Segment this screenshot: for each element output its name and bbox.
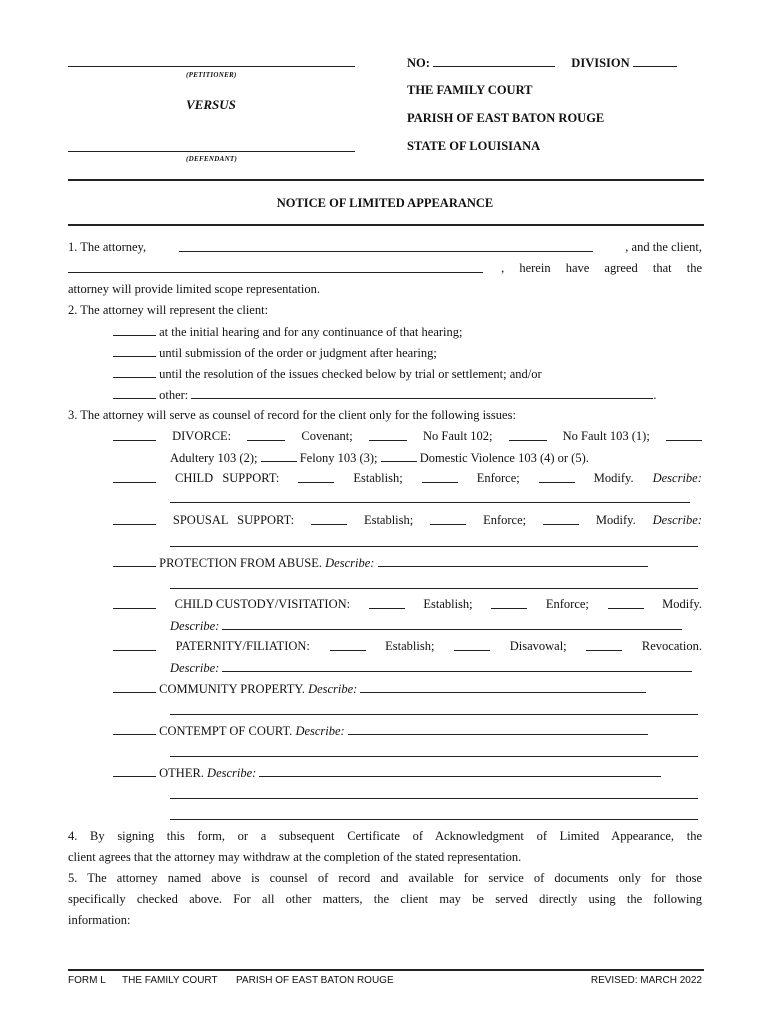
ss-modify-checkbox[interactable] <box>543 513 579 525</box>
pf-revocation-checkbox[interactable] <box>586 639 622 651</box>
option-other-field[interactable] <box>191 387 653 399</box>
footer-form: FORM L <box>68 975 106 986</box>
contempt-checkbox[interactable] <box>113 723 156 735</box>
document-title: NOTICE OF LIMITED APPEARANCE <box>276 196 494 210</box>
spousal-support-label: SPOUSAL SUPPORT: <box>172 513 295 527</box>
footer-parish: PARISH OF EAST BATON ROUGE <box>236 975 394 986</box>
case-number-field[interactable] <box>433 55 555 67</box>
divorce-row-2 <box>170 450 589 466</box>
versus-label: VERSUS <box>186 97 236 112</box>
protection-label: PROTECTION FROM ABUSE. <box>159 556 322 570</box>
community-label: COMMUNITY PROPERTY. <box>159 682 305 696</box>
protection-checkbox[interactable] <box>113 555 156 567</box>
footer-revised: REVISED: MARCH 2022 <box>590 975 702 986</box>
cs-describe-line[interactable] <box>170 502 690 503</box>
pf-disavowal-label: Disavowal; <box>509 639 567 653</box>
protection-describe-field[interactable] <box>378 555 648 567</box>
para5-line2: specifically checked above. For all other matters, the client may be served directly using the following <box>68 892 702 906</box>
community-row <box>113 681 646 697</box>
child-support-checkbox[interactable] <box>113 471 156 483</box>
cs-modify-checkbox[interactable] <box>539 471 575 483</box>
option-initial-hearing-label: at the initial hearing and for any continuance of that hearing; <box>159 325 463 339</box>
option-other-label: other: <box>159 388 189 402</box>
dv-checkbox[interactable] <box>381 450 417 462</box>
para3-heading: 3. The attorney will serve as counsel of record for the client only for the following issues: <box>68 408 516 422</box>
title-divider <box>68 224 704 226</box>
division-field[interactable] <box>633 55 677 67</box>
cs-describe-label: Describe: <box>652 471 702 485</box>
footer-court: THE FAMILY COURT <box>122 975 218 986</box>
paternity-describe-row <box>170 660 692 676</box>
para2-option-2 <box>113 345 437 361</box>
other-checkbox[interactable] <box>113 765 156 777</box>
custody-label: CHILD CUSTODY/VISITATION: <box>174 597 351 611</box>
client-name-field[interactable] <box>68 261 483 273</box>
para2-option-3 <box>113 366 542 382</box>
defendant-line[interactable] <box>68 151 355 152</box>
parish-name: PARISH OF EAST BATON ROUGE <box>407 111 605 125</box>
community-describe-line[interactable] <box>170 714 698 715</box>
ss-enforce-label: Enforce; <box>483 513 527 527</box>
divorce-label: DIVORCE: <box>172 429 232 443</box>
paternity-describe-label: Describe: <box>170 661 220 675</box>
cc-enforce-label: Enforce; <box>545 597 589 611</box>
nofault102-label: No Fault 102; <box>422 429 493 443</box>
other-row <box>113 765 661 781</box>
pf-establish-label: Establish; <box>385 639 435 653</box>
paternity-describe-field[interactable] <box>222 660 692 672</box>
ss-describe-label: Describe: <box>652 513 702 527</box>
pf-establish-checkbox[interactable] <box>330 639 366 651</box>
divorce-checkbox[interactable] <box>113 429 156 441</box>
cc-establish-checkbox[interactable] <box>369 597 405 609</box>
paternity-label: PATERNITY/FILIATION: <box>175 639 310 653</box>
para5-line3: information: <box>68 913 131 927</box>
divorce-row <box>113 429 702 444</box>
ss-modify-label: Modify. <box>595 513 636 527</box>
dv-label: Domestic Violence 103 (4) or (5). <box>419 451 589 465</box>
option-resolution-label: until the resolution of the issues checked below by trial or settlement; and/or <box>159 367 542 381</box>
cs-enforce-label: Enforce; <box>476 471 520 485</box>
para2-option-4: other: . <box>113 387 657 403</box>
nofault103-label: No Fault 103 (1); <box>562 429 650 443</box>
custody-describe-field[interactable] <box>222 618 682 630</box>
covenant-label: Covenant; <box>301 429 353 443</box>
custody-describe-row <box>170 618 682 634</box>
option-other-checkbox[interactable] <box>113 387 156 399</box>
ss-enforce-checkbox[interactable] <box>430 513 466 525</box>
pf-disavowal-checkbox[interactable] <box>454 639 490 651</box>
cs-modify-label: Modify. <box>593 471 634 485</box>
cs-establish-label: Establish; <box>353 471 403 485</box>
child-support-label: CHILD SUPPORT: <box>175 471 280 485</box>
custody-describe-label: Describe: <box>170 619 220 633</box>
other-describe-label: Describe: <box>207 766 257 780</box>
contempt-describe-field[interactable] <box>348 723 648 735</box>
divorce-extra-checkbox[interactable] <box>666 429 702 441</box>
contempt-describe-label: Describe: <box>295 724 345 738</box>
case-number-row <box>407 55 677 71</box>
attorney-name-field[interactable] <box>179 240 593 252</box>
para2-heading: 2. The attorney will represent the client: <box>68 303 269 317</box>
spousal-support-checkbox[interactable] <box>113 513 156 525</box>
other-describe-field[interactable] <box>259 765 661 777</box>
contempt-label: CONTEMPT OF COURT. <box>159 724 293 738</box>
ss-establish-label: Establish; <box>363 513 414 527</box>
para1-line3: attorney will provide limited scope representation. <box>68 282 321 296</box>
ss-describe-line[interactable] <box>170 546 698 547</box>
division-label: DIVISION <box>571 56 630 70</box>
cc-enforce-checkbox[interactable] <box>491 597 527 609</box>
pf-revocation-label: Revocation. <box>641 639 702 653</box>
other-describe-line-2[interactable] <box>170 819 698 820</box>
child-support-row <box>113 471 702 486</box>
contempt-describe-line[interactable] <box>170 756 698 757</box>
nofault102-checkbox[interactable] <box>369 429 407 441</box>
petitioner-caption: (PETITIONER) <box>186 71 237 79</box>
option-order-judgment-checkbox[interactable] <box>113 345 156 357</box>
case-number-label: NO: <box>407 56 430 70</box>
top-divider <box>68 179 704 181</box>
protection-describe-label: Describe: <box>325 556 375 570</box>
paternity-row <box>113 639 702 654</box>
community-describe-field[interactable] <box>360 681 646 693</box>
spousal-support-row <box>113 513 702 528</box>
protection-row <box>113 555 648 571</box>
community-checkbox[interactable] <box>113 681 156 693</box>
felony-checkbox[interactable] <box>261 450 297 462</box>
custody-checkbox[interactable] <box>113 597 156 609</box>
para1-line1 <box>68 240 702 255</box>
state-name: STATE OF LOUISIANA <box>407 139 541 153</box>
cc-establish-label: Establish; <box>423 597 473 611</box>
para4-line1: 4. By signing this form, or a subsequent Certificate of Acknowledgment of Limited Appearance, the <box>68 829 702 843</box>
felony-label: Felony 103 (3); <box>299 451 378 465</box>
cs-enforce-checkbox[interactable] <box>422 471 458 483</box>
footer-divider <box>68 969 704 971</box>
para1-agreed-text: , herein have agreed that the <box>501 261 702 275</box>
para1-client-label: , and the client, <box>625 240 702 254</box>
cs-establish-checkbox[interactable] <box>298 471 334 483</box>
other-label: OTHER. <box>159 766 204 780</box>
custody-row <box>113 597 702 612</box>
court-name: THE FAMILY COURT <box>407 83 533 97</box>
defendant-caption: (DEFENDANT) <box>186 155 238 163</box>
contempt-row <box>113 723 648 739</box>
protection-describe-line[interactable] <box>170 588 698 589</box>
ss-establish-checkbox[interactable] <box>311 513 347 525</box>
nofault103-checkbox[interactable] <box>509 429 547 441</box>
para5-line1: 5. The attorney named above is counsel of record and available for service of documents only for those <box>68 871 702 885</box>
community-describe-label: Describe: <box>308 682 358 696</box>
para2-option-1 <box>113 324 462 340</box>
adultery-label: Adultery 103 (2); <box>170 451 258 465</box>
para1-line2 <box>68 261 702 276</box>
option-initial-hearing-checkbox[interactable] <box>113 324 156 336</box>
paternity-checkbox[interactable] <box>113 639 156 651</box>
option-order-judgment-label: until submission of the order or judgment after hearing; <box>159 346 437 360</box>
covenant-checkbox[interactable] <box>247 429 285 441</box>
option-resolution-checkbox[interactable] <box>113 366 156 378</box>
other-describe-line-1[interactable] <box>170 798 698 799</box>
para1-attorney-label: 1. The attorney, <box>68 240 147 254</box>
cc-modify-checkbox[interactable] <box>608 597 644 609</box>
cc-modify-label: Modify. <box>662 597 702 611</box>
petitioner-line[interactable] <box>68 66 355 67</box>
para4-line2: client agrees that the attorney may withdraw at the completion of the stated representation. <box>68 850 522 864</box>
